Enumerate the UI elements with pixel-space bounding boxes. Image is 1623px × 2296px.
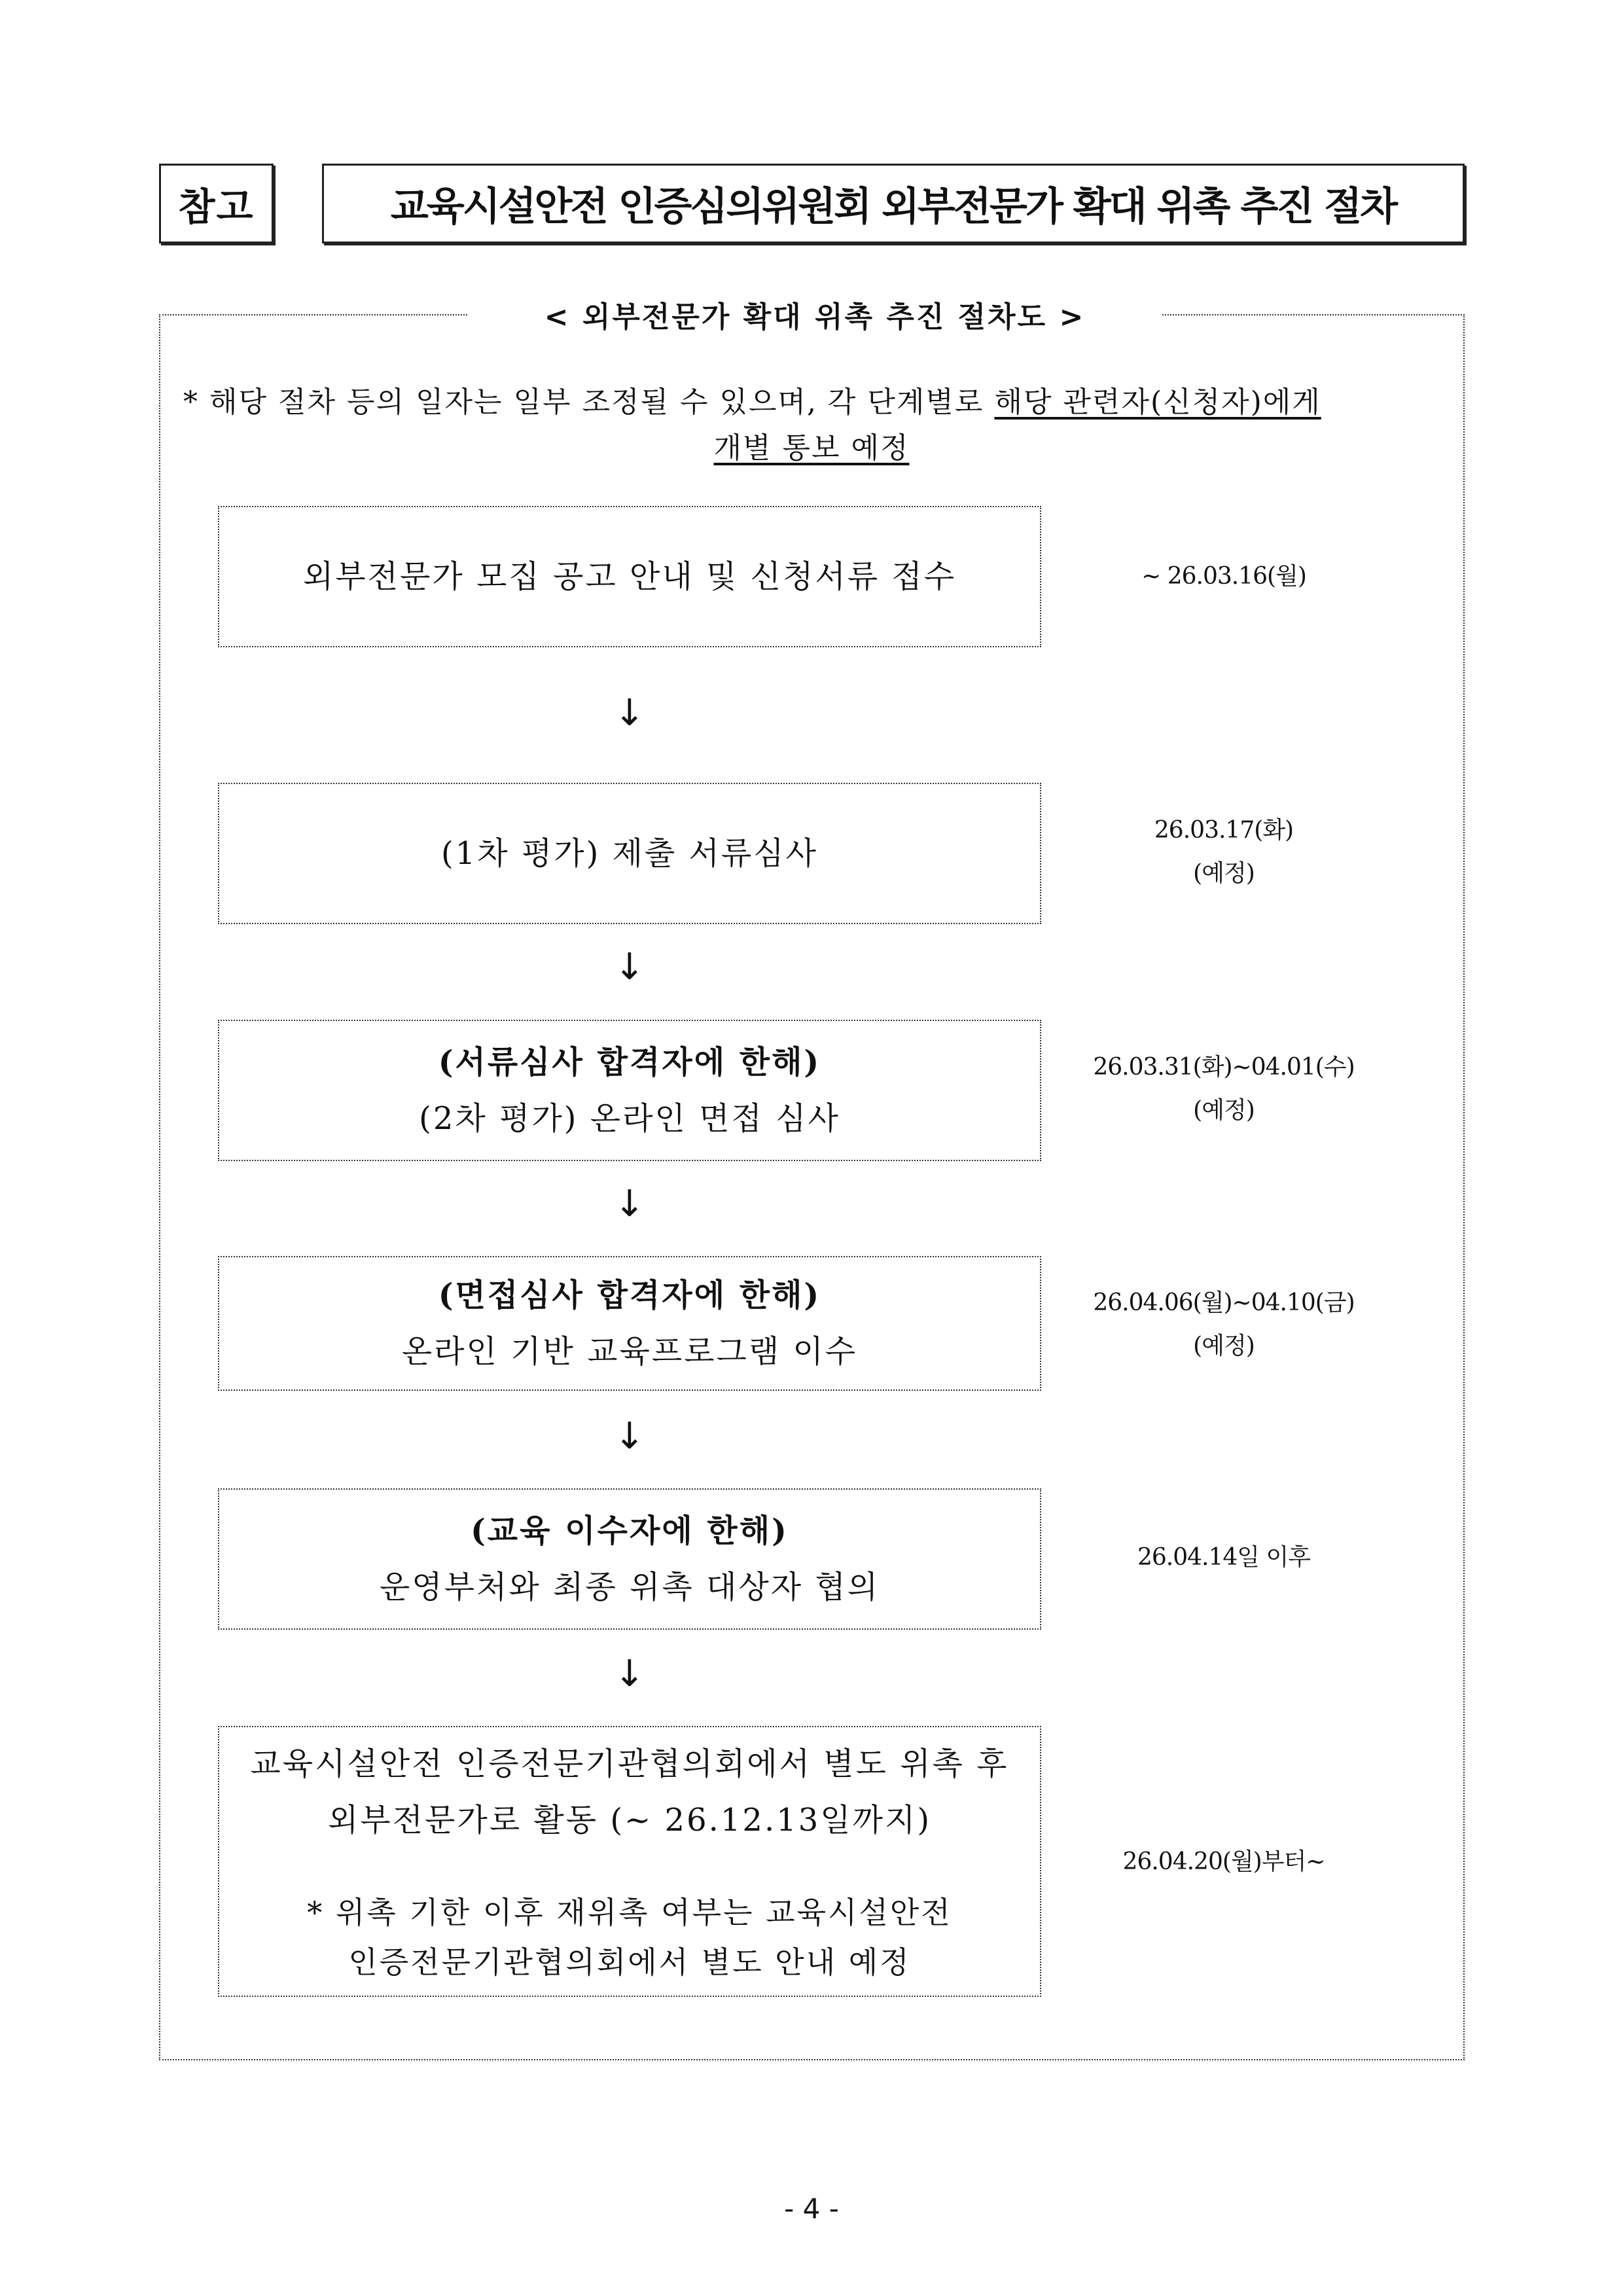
step-4-date-line: 26.04.06(월)~04.10(금) xyxy=(1093,1289,1355,1316)
schedule-note xyxy=(183,380,1440,471)
step-2-box xyxy=(218,783,1041,924)
step-1-box xyxy=(218,506,1041,647)
step-1-date xyxy=(1060,555,1387,598)
step-3-condition: (서류심사 합격자에 한해) xyxy=(438,1044,821,1081)
step-2-text: (1차 평가) 제출 서류심사 xyxy=(440,835,819,872)
step-2-date-status: (예정) xyxy=(1193,860,1255,887)
page-number: - 4 - xyxy=(784,2193,839,2225)
step-3-date xyxy=(1060,1046,1387,1132)
reference-tag: 참고 xyxy=(159,164,274,243)
note-underlined-text-2: 개별 통보 예정 xyxy=(713,431,910,465)
note-text: * 해당 절차 등의 일자는 일부 조정될 수 있으며, 각 단계별로 xyxy=(183,386,995,419)
step-1-date-line: ~ 26.03.16(월) xyxy=(1141,563,1306,590)
arrow-down-icon: ↓ xyxy=(614,1653,645,1695)
step-1-text: 외부전문가 모집 공고 안내 및 신청서류 접수 xyxy=(302,558,957,595)
step-6-text-line-2: 외부전문가로 활동 (~ 26.12.13일까지) xyxy=(327,1802,932,1839)
step-6-date-line: 26.04.20(월)부터~ xyxy=(1122,1848,1325,1875)
step-3-box xyxy=(218,1020,1041,1161)
step-3-date-line: 26.03.31(화)~04.01(수) xyxy=(1093,1054,1355,1081)
step-5-text: 운영부처와 최종 위촉 대상자 협의 xyxy=(379,1569,880,1605)
step-6-text-line-1: 교육시설안전 인증전문기관협의회에서 별도 위촉 후 xyxy=(250,1746,1009,1782)
step-5-condition: (교육 이수자에 한해) xyxy=(471,1513,789,1549)
step-4-date-status: (예정) xyxy=(1193,1333,1255,1359)
step-4-condition: (면접심사 합격자에 한해) xyxy=(438,1277,821,1314)
page-title: 교육시설안전 인증심의위원회 외부전문가 확대 위촉 추진 절차 xyxy=(322,164,1465,243)
step-3-text: (2차 평가) 온라인 면접 심사 xyxy=(419,1100,840,1137)
arrow-down-icon: ↓ xyxy=(614,1415,645,1458)
step-3-date-status: (예정) xyxy=(1193,1097,1255,1124)
step-6-date xyxy=(1060,1840,1387,1884)
step-2-date-line: 26.03.17(화) xyxy=(1154,817,1294,844)
step-6-note-line-2: 인증전문기관협의회에서 별도 안내 예정 xyxy=(348,1945,911,1980)
note-underlined-text-1: 해당 관련자(신청자)에게 xyxy=(994,386,1321,419)
step-4-text: 온라인 기반 교육프로그램 이수 xyxy=(401,1333,858,1370)
step-4-box xyxy=(218,1256,1041,1391)
arrow-down-icon: ↓ xyxy=(614,1183,645,1225)
step-6-box xyxy=(218,1726,1041,1997)
step-4-date xyxy=(1060,1282,1387,1368)
step-6-note-line-1: * 위촉 기한 이후 재위촉 여부는 교육시설안전 xyxy=(307,1895,952,1930)
step-5-date-line: 26.04.14일 이후 xyxy=(1137,1544,1311,1571)
step-5-date xyxy=(1060,1536,1387,1579)
step-5-box xyxy=(218,1488,1041,1630)
step-2-date xyxy=(1060,809,1387,895)
arrow-down-icon: ↓ xyxy=(614,946,645,988)
arrow-down-icon: ↓ xyxy=(614,692,645,734)
flowchart-heading: < 외부전문가 확대 위촉 추진 절차도 > xyxy=(468,293,1162,335)
